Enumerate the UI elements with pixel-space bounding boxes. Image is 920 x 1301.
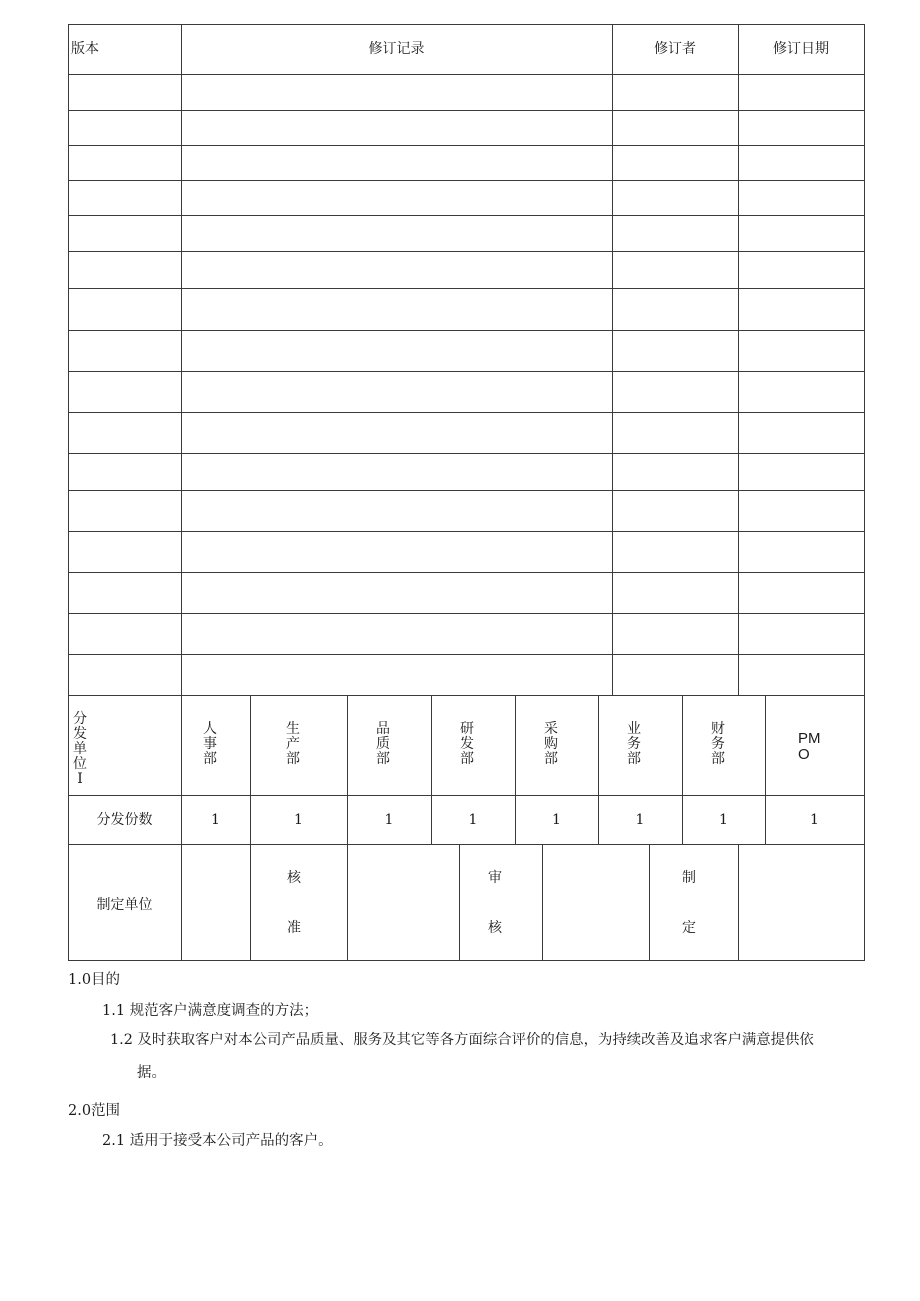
hline bbox=[68, 795, 865, 796]
approve-char-2: 准 bbox=[287, 920, 301, 936]
vline bbox=[864, 24, 865, 961]
dept-purchasing: 采购部 bbox=[544, 721, 558, 767]
vline bbox=[250, 844, 251, 960]
section-1-2-line1: 1.2 及时获取客户对本公司产品质量、服务及其它等各方面综合评价的信息，为持续改善及追求客户满意提供依 bbox=[110, 1032, 814, 1048]
draft-char-2: 定 bbox=[682, 920, 696, 936]
header-version: 版本 bbox=[71, 41, 99, 57]
distribution-label: 分发单位I bbox=[73, 711, 87, 787]
section-1-1: 1.1 规范客户满意度调查的方法； bbox=[102, 1003, 319, 1019]
vline bbox=[181, 844, 182, 960]
vline bbox=[738, 24, 739, 695]
hline bbox=[68, 180, 865, 181]
dept-quality: 品质部 bbox=[376, 721, 390, 767]
vline bbox=[738, 844, 739, 960]
hline bbox=[68, 288, 865, 289]
section-1-2-line2: 据。 bbox=[137, 1065, 166, 1081]
hline bbox=[68, 531, 865, 532]
hline bbox=[68, 960, 865, 961]
dept-pmo: PMO bbox=[798, 730, 821, 763]
dept-finance: 财务部 bbox=[711, 721, 725, 767]
hline bbox=[68, 215, 865, 216]
hline bbox=[68, 145, 865, 146]
section-1-title: 1.0目的 bbox=[68, 972, 121, 988]
section-2-title: 2.0范围 bbox=[68, 1103, 121, 1119]
copies-sales: 1 bbox=[635, 812, 645, 828]
hline bbox=[68, 251, 865, 252]
dept-hr: 人事部 bbox=[203, 721, 217, 767]
copies-pmo: 1 bbox=[810, 812, 819, 828]
header-reviser: 修订者 bbox=[654, 41, 696, 57]
vline bbox=[347, 844, 348, 960]
hline bbox=[68, 24, 865, 25]
hline bbox=[68, 844, 865, 845]
vline bbox=[181, 24, 182, 695]
header-record: 修订记录 bbox=[368, 41, 425, 57]
copies-production: 1 bbox=[294, 812, 303, 828]
dept-production: 生产部 bbox=[286, 721, 300, 767]
draft-char-1: 制 bbox=[682, 870, 696, 886]
vline bbox=[612, 24, 613, 695]
copies-rnd: 1 bbox=[468, 812, 478, 828]
hline bbox=[68, 654, 865, 655]
hline bbox=[68, 412, 865, 413]
section-2-1: 2.1 适用于接受本公司产品的客户。 bbox=[102, 1133, 333, 1149]
copies-purchasing: 1 bbox=[552, 812, 561, 828]
hline bbox=[68, 453, 865, 454]
copies-quality: 1 bbox=[384, 812, 394, 828]
review-char-2: 核 bbox=[488, 920, 502, 936]
hline bbox=[68, 110, 865, 111]
approve-char-1: 核 bbox=[287, 870, 301, 886]
hline bbox=[68, 572, 865, 573]
review-char-1: 审 bbox=[488, 870, 502, 886]
vline bbox=[459, 844, 460, 960]
dept-rnd: 研发部 bbox=[460, 721, 474, 767]
unit-label: 制定单位 bbox=[96, 897, 153, 913]
hline bbox=[68, 330, 865, 331]
dept-sales: 业务部 bbox=[627, 721, 641, 767]
header-date: 修订日期 bbox=[773, 41, 829, 57]
hline bbox=[68, 490, 865, 491]
hline bbox=[68, 74, 865, 75]
hline bbox=[68, 695, 865, 696]
copies-hr: 1 bbox=[211, 812, 220, 828]
hline bbox=[68, 613, 865, 614]
vline bbox=[649, 844, 650, 960]
vline bbox=[542, 844, 543, 960]
copies-label: 分发份数 bbox=[96, 812, 153, 828]
copies-finance: 1 bbox=[719, 812, 728, 828]
hline bbox=[68, 371, 865, 372]
